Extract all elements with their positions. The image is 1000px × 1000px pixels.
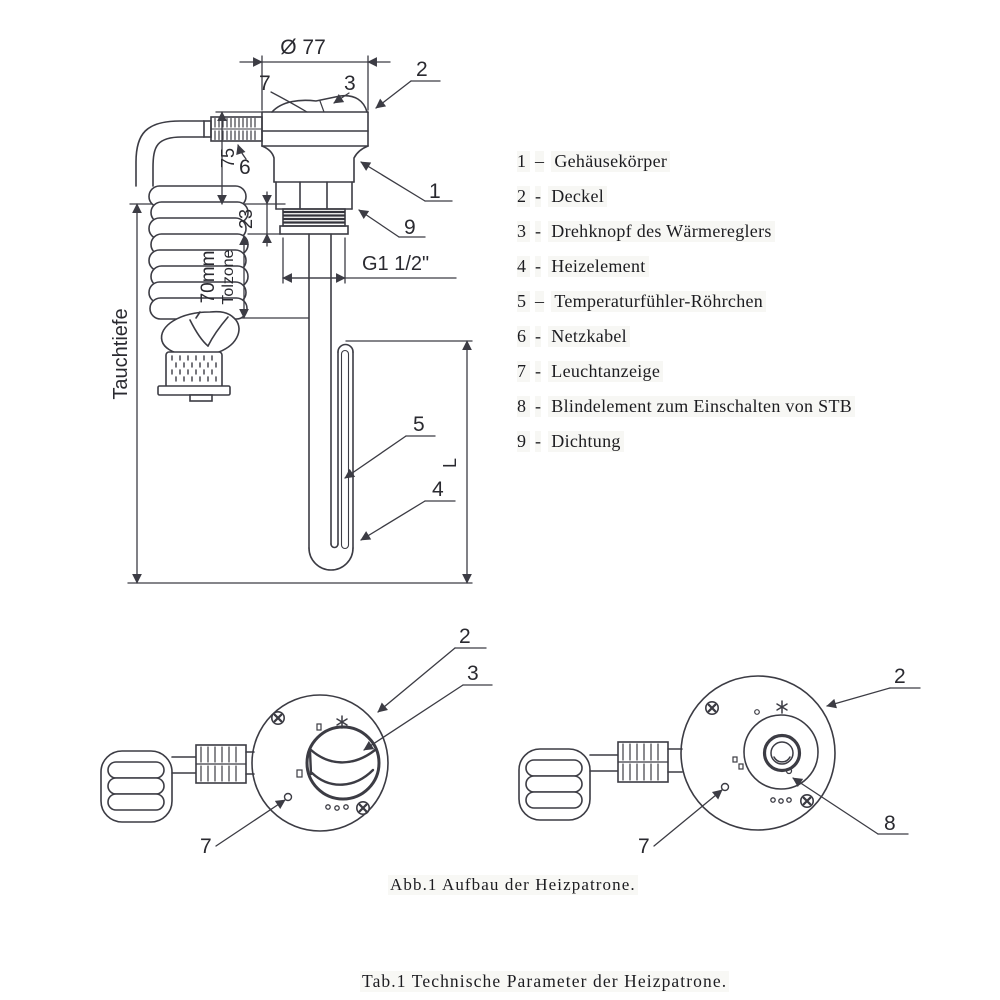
indicator-lamp	[722, 784, 729, 791]
legend-item-8	[517, 396, 855, 431]
knob-recess	[744, 715, 818, 789]
cap-body	[262, 112, 368, 146]
screw-icon	[801, 795, 813, 807]
callout-7: 7	[200, 835, 212, 858]
callout-3: 3	[344, 72, 356, 95]
legend-separator: -	[535, 361, 542, 381]
power-plug	[158, 352, 230, 401]
dim-75-label: 75	[218, 147, 238, 169]
callout-2: 2	[894, 665, 906, 688]
legend-label: Gehäusekörper	[551, 151, 670, 172]
blind-element	[765, 736, 800, 771]
plug-side	[519, 749, 618, 820]
dim-tauchtiefe-label: Tauchtiefe	[110, 308, 132, 400]
blind-element-slot	[774, 757, 790, 762]
vent-dots	[771, 798, 791, 803]
dim-23-label: 23	[236, 208, 256, 230]
legend-separator: -	[535, 221, 542, 241]
frost-icon	[777, 701, 787, 713]
screw-icon	[272, 712, 284, 724]
legend-item-9	[517, 431, 855, 466]
cable-gland	[618, 742, 682, 782]
callout-5: 5	[413, 413, 425, 436]
callouts-left-view	[200, 625, 492, 858]
knob-profile	[272, 96, 367, 112]
sensor-tube	[338, 345, 353, 549]
blind-element-inner	[771, 742, 793, 764]
main-assembly-drawing	[110, 36, 472, 583]
legend-label: Blindelement zum Einschalten von STB	[548, 396, 855, 417]
legend-num: 6	[517, 326, 530, 347]
legend-label: Temperaturfühler-Röhrchen	[551, 291, 766, 312]
legend-num: 5	[517, 291, 530, 312]
vent-dots	[326, 805, 348, 810]
dim-70mm-label: 70mm	[198, 250, 219, 304]
callout-1: 1	[429, 180, 441, 203]
dim-diameter-label: Ø 77	[280, 36, 326, 59]
legend-item-7	[517, 361, 855, 396]
cable-gland	[204, 117, 262, 141]
housing-body	[262, 146, 368, 182]
legend-separator: -	[535, 326, 542, 346]
figure-caption: Abb.1 Aufbau der Heizpatrone.	[390, 875, 636, 894]
heating-element-tube	[309, 234, 353, 570]
callout-4: 4	[432, 478, 444, 501]
legend-item-5	[517, 291, 855, 326]
dim-tolzone-label: Tolzone	[220, 249, 237, 305]
dim-immersion-depth	[110, 204, 137, 583]
table-caption: Tab.1 Technische Parameter der Heizpatrone.	[362, 971, 728, 991]
callout-6: 6	[239, 156, 251, 179]
callout-9: 9	[404, 216, 416, 239]
scale-mark	[297, 770, 302, 777]
callout-7: 7	[259, 72, 271, 95]
cable-gland	[196, 745, 254, 783]
callout-2: 2	[416, 58, 428, 81]
legend-separator: -	[535, 396, 542, 416]
callout-3: 3	[467, 662, 479, 685]
scale-mark	[739, 764, 743, 769]
legend-num: 4	[517, 256, 530, 277]
legend-separator: -	[535, 186, 542, 206]
legend-label: Heizelement	[548, 256, 648, 277]
dim-element-length	[440, 341, 467, 583]
front-view-blind-element	[519, 665, 920, 858]
parts-legend	[517, 151, 855, 466]
legend-item-4	[517, 256, 855, 291]
plug-side	[101, 751, 196, 822]
knob-grip	[310, 750, 375, 785]
legend-separator: –	[535, 291, 545, 311]
scale-mark	[755, 710, 760, 715]
legend-item-2	[517, 186, 855, 221]
legend-label: Leuchtanzeige	[548, 361, 663, 382]
legend-num: 2	[517, 186, 530, 207]
front-view-with-knob	[101, 625, 492, 858]
screw-icon	[706, 702, 718, 714]
legend-num: 1	[517, 151, 530, 172]
legend-label: Dichtung	[548, 431, 623, 452]
scale-mark	[317, 724, 321, 730]
legend-num: 9	[517, 431, 530, 452]
legend-num: 8	[517, 396, 530, 417]
legend-label: Drehknopf des Wärmereglers	[548, 221, 774, 242]
legend-separator: –	[535, 151, 545, 171]
legend-item-3	[517, 221, 855, 256]
cap-face	[681, 676, 835, 830]
legend-num: 3	[517, 221, 530, 242]
callout-7: 7	[638, 835, 650, 858]
hex-nut	[276, 182, 352, 209]
dim-thread-label: G1 1/2"	[362, 253, 430, 275]
legend-label: Netzkabel	[548, 326, 630, 347]
legend-separator: -	[535, 256, 542, 276]
callout-8: 8	[884, 812, 896, 835]
legend-label: Deckel	[548, 186, 607, 207]
legend-separator: -	[535, 431, 542, 451]
indicator-lamp	[285, 794, 292, 801]
scale-mark	[733, 757, 737, 762]
dim-length-label: L	[440, 457, 460, 469]
collar	[280, 226, 348, 234]
thread-seal	[280, 209, 348, 234]
legend-num: 7	[517, 361, 530, 382]
callout-2: 2	[459, 625, 471, 648]
legend-item-6	[517, 326, 855, 361]
legend-item-1	[517, 151, 855, 186]
screw-icon	[357, 802, 369, 814]
